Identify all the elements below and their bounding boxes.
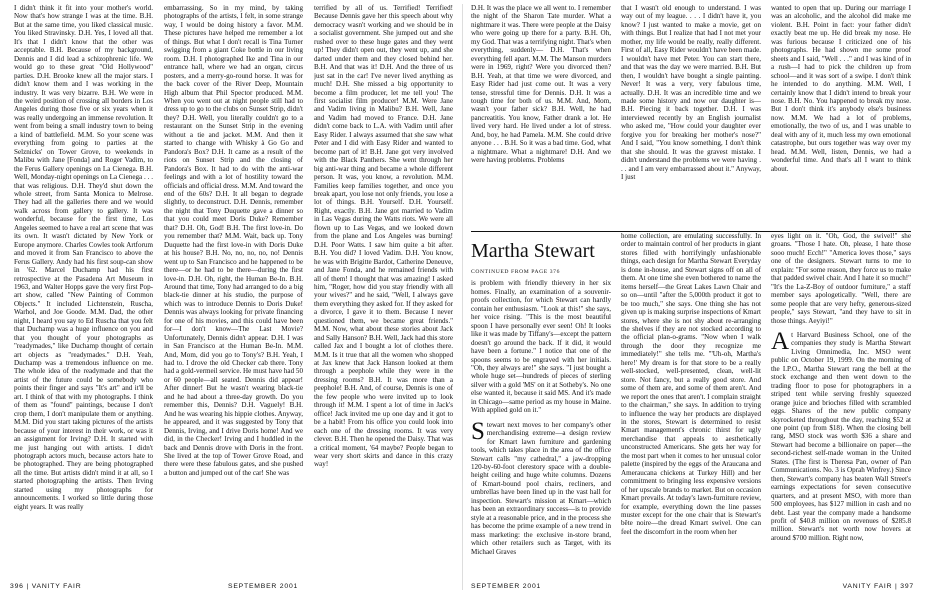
article-text: tewart next moves to her company's other merchandising extreme—a design review for Kmart lawn furniture and gardening tools, which takes place in the area of the office Stewart calls "my cathedral," a jaw-dropping 120-by-60-foot clerestory space with a double-height ceiling and huge white columns. Dozens of Kmart-bound pool chairs, recliners, and umbrellas have been lined up in the vast hall for inspection. Stewart's mission at Kmart—which has been an extraordinary success—is to provide style at a reasonable price, and in the process she has become the prime example of a new trend in mass marketing: the exclusive in-store brand, which other retailers such as Target, with its Michael Graves: [471, 420, 611, 556]
interview-text: I didn't think it fit into your mother's world. Now that's how strange I was at the time. B.H. But at the same time, you liked classical music. You liked Stravinsky. D.H. Yes, I loved all that. It's that I didn't know that the other was acceptable. B.H. Because of my background, Dennis and I did lead a schizophrenic life. We would go to these great "Old Hollywood" parties. D.H. Brooke knew all the major stars. I didn't know them and I was working in the industry. It was very bizarre. B.H. We were in the weird position of crossing all borders in Los Angeles during those five or six years when it was really undergoing an immense revolution. It went from being a small industry town to being a kind of battlefield. M.M. So your scene was everything from going to parties at the Selznicks' on Tower Grove, to weekends in Malibu with Jane [Fonda] and Roger Vadim, to the Ferus Gallery openings on La Cienega. B.H. Well, Monday-night openings on La Cienega . . . that was religious. D.H. They'd shut down the whole street, from Santa Monica to Melrose. They had all the galleries there and we would walk across from gallery to gallery. It was wonderful, because for the first time, Los Angeles seemed to have a real art scene that was its own. It wasn't dictated by New York or Europe anymore. Charles Cowles took Artforum and moved it from San Francisco to above the Ferus Gallery. Andy had his first soup-can show in '62. Marcel Duchamp had his first retrospective at the Pasadena Art Museum in 1963, and Walter Hopps gave the very first Pop-art show, called "New Painting of Common Objects." It included Lichtenstein, Ruscha, Warhol, and Joe Goode. M.M. Dad, the other night, I heard you say to Ed Ruscha that you felt that Duchamp was a huge influence on you and that you thought of your photographs as "readymades," like Duchamp thought of certain art objects as "readymades." D.H. Yeah, Duchamp was a tremendous influence on me. The whole idea of the readymade and that the artist of the future could be somebody who points their finger and says "It's art" and it'll be art. I think of that with my photographs. I think of them as "found" paintings, because I don't crop them, I don't manipulate them or anything. M.M. Did you start taking pictures of the artists because of your interest in their work, or was it an assignment for Irving? D.H. It started with me just hanging out with artists. I didn't photograph actors much, because actors hate to be photographed. They are being photographed all the time. But artists didn't mind it at all, so I started photographing the artists. Then Irving started using my photographs for announcements. I worked so little during those eight years. It was really: [14, 4, 153, 511]
interview-text: that I wasn't old enough to understand. I was way out of my league. . . . I didn't have it, you know? I just wanted to make a movie, get on with things. But I realize that had I not met your mother, my life would be really, really different. First of all, Easy Rider wouldn't have been made. I wouldn't have met Peter. You can start there, and that was the day we were married. B.H. But then, I wouldn't have bought a single painting. Never! It was a very, very fabulous time, actually. D.H. It was an incredible time and we made some history and now our daughter is— B.H. Piecing it back together. D.H. I was interviewed recently by an English journalist who asked me, "How could your daughter ever forgive you for breaking her mother's nose?" And I said, "You know something, I don't think that she should. It was the gravest mistake. I didn't understand the problems we were having . . . and I am very embarrassed about it." Anyway, I just: [621, 4, 761, 182]
interview-column-3: [314, 4, 453, 578]
article-headline: Martha Stewart: [471, 240, 595, 262]
folio-date-left: SEPTEMBER 2001: [228, 583, 299, 590]
article-text: is problem with friendly thievery in her six homes. Finally, an examination of a souvenir-proofs collection, for which Stewart can hardly contain her enthusiasm. "Look at this!" she says, her voice rising. "This is the most beautiful spoon I have personally ever seen! Oh! It looks like it was made by Tiffany's—except the pattern doesn't go around the back. If it did, it would have been a fortune." I notice that one of the spoons seems to be engraved with her initials. "Oh, they always are!" she says. "I just bought a whole huge set—hundreds of pieces of sterling silver with a gold 'MS' on it at Sotheby's. No one else wanted it, because it said MS. And it's made in Chicago—same period as my house in Maine. With applied gold on it.": [471, 279, 611, 415]
interview-cont-column-1: [471, 4, 611, 228]
folio-left: 396 | VANITY FAIR: [10, 583, 82, 590]
interview-text: wanted to open that up. During our marriage I was an alcoholic, and the alcohol did make me violent. B.H. Point in fact: your father didn't exactly beat me up. He did break my nose. He was furious because I criticized one of his photographs. He had shown me some proof sheets and I said, "Well . . ." and I was kind of in a rush—I had to pick the children up from school—and it was sort of a swipe. I don't think he intended to do anything. M.M. Well, I certainly know that I didn't intend to break your nose. B.H. No. You happened to break my nose. But I don't think it's anybody else's business now. M.M. We had a lot of problems, emotionally, the two of us, and I was unable to deal with any of it, much less my own emotional catastrophe, but ours together was way over my head. M.M. Well, listen, Dennis, we had a wonderful time. And that's all I want to think about.: [771, 4, 911, 173]
folio-right: VANITY FAIR | 397: [842, 583, 914, 590]
interview-text: terrified by all of us. Terrified! Terrified! Because Dennis gave her this speech about why democracy wasn't working and we should be in a socialist government. She jumped out and she rushed over to these huge gates and they went up! They didn't open out, they went up, and she darted under them and they closed behind her. B.H. And that was it! D.H. And the three of us just sat in the car! I've never lived anything as much! D.H. She missed a big opportunity to become a film producer, let me tell you! The first socialist film producer! M.M. Were Jane and Vadim living in Malibu? B.H. Well, Jane and Vadim had moved to France. D.H. Jane didn't come back to L.A. with Vadim until after Easy Rider. I always assumed that she saw what Peter and I did with Easy Rider and wanted to become part of it! B.H. Jane got very involved with the Black Panthers. She went through her big anti-war thing and became a whole different person. It was, you know, a revolution. M.M. Families keep families together, and once you break apart, you lose not only friends, you lose a lot of things. B.H. Yourself. D.H. Yourself. Right, exactly. B.H. Jane got married to Vadim in Las Vegas during the Watts riots. We were all flown up to Las Vegas, and we looked down from the plane and Los Angeles was burning! D.H. Poor Watts. I saw him quite a bit after. B.H. You did? I loved Vadim. D.H. You know, he was with Brigitte Bardot, Catherine Deneuve, and Jane Fonda, and he remained friends with all of them! I thought that was amazing! I asked him, "Roger, how did you stay friendly with all your wives?" and he said, "Well, I always gave them everything they asked for. If they asked for a divorce, I gave it to them. Because I never questioned them, we became great friends." M.M. Now, what about these stories about Jack and Sally Hanson? B.H. Well, Jack had this store called Jax and I bought a lot of clothes there. M.M. Is it true that all the women who shopped at Jax knew that Jack Hanson looked at them through a peephole while they were in the dressing rooms? B.H. It was more than a peephole! B.H. And, of course, Dennis is one of the few people who were invited up to look through it! M.M. I spent a lot of time in Jack's office! Jack invited me up one day and it got to be a habit! From his office you could look into each one of the dressing rooms. It was very clever. B.H. Then he opened the Daisy. That was a critical moment, '64 maybe? People began to wear very short skirts and dance in this crazy way!: [314, 4, 453, 469]
drop-cap: S: [471, 417, 485, 445]
interview-cont-column-3: [771, 4, 911, 228]
magazine-name: VANITY FAIR: [842, 583, 893, 590]
interview-column-1: [14, 4, 153, 578]
article-text: t Harvard Business School, one of the companies they study is Martha Stewart Living Omnimedia, Inc. MSO went public on October 19, 1999. On the morning of the I.P.O., Martha Stewart rang the bell at the stock exchange and then went down to the trading floor to pose for photographers in a striped tent while serving freshly squeezed orange juice and brioches filled with scrambled eggs. Shares of the new public company skyrocketed throughout the day, reaching $52 at one point (up from $18). When the closing bell rang, MSO stock was worth $36 a share and Stewart had become a billionaire on paper—the second-richest self-made woman in the United States. (The first is Theresa Pan, owner of Pan Communications. No. 3 is Oprah Winfrey.) Since then, Stewart's company has beaten Wall Street's earnings expectations for seven consecutive quarters, and at present MSO, with more than 500 employees, has $127 million in cash and no debt. Last year the company made a handsome profit of $40.8 million on revenues of $285.8 million. Stewart's net worth now hovers at around $700 million. Right now,: [771, 330, 911, 542]
magazine-name: VANITY FAIR: [31, 583, 82, 590]
interview-column-2: [164, 4, 303, 578]
article-column-1: [471, 268, 611, 574]
interview-text: D.H. It was the place we all went to. I remember the night of the Sharon Tate murder. What a nightmare it was. There were people at the Daisy who were going up there for a party. B.H. Oh, my God. That was a terrifying night. That's when everything, suddenly— D.H. That's when everything fell apart. M.M. The Manson murders were in 1969, right? Were you divorced then? B.H. Yeah, at that time we were divorced, and Easy Rider had just come out. It was a very tense, stressful time for Dennis. D.H. It was a tough time for both of us. M.M. And, Mom, wasn't your father sick? B.H. Well, he had pancreatitis. You know, Father drank a lot. He lived very hard. He lived under a lot of stress. And, boy, he had Pamela. M.M. She could drive anyone . . . B.H. So it was a bad time. God, what a nightmare. What a nightmare! D.H. And we were having problems. Problems: [471, 4, 611, 165]
right-page: [463, 0, 926, 600]
article-text: eyes light on it. "Oh, God, the swivel!" she groans. "Those I hate. Oh, please, I hate those sooo much! Ecch!" "America loves those," says one of the designers. Stewart turns to me to explain: "For some reason, they force us to make that padded swivel chair. And I hate it so much!" "It's the La-Z-Boy of outdoor furniture," a staff member says apologetically. "Well, there are some people that are very hefty, generous-sized people," says Stewart, "and they have to sit in those things. Aeyiyi!": [771, 232, 911, 325]
interview-text: embarrassing. So in my mind, by taking photographs of the artists, I felt, in some strange way, I would be doing history a favor. M.M. These pictures have helped me remember a lot of things. But what I don't recall is Tina Turner swigging from a giant Coke bottle in our living room. D.H. I photographed Ike and Tina in our entrance hall, where we had an organ, circus posters, and a merry-go-round horse. It was for the back cover of the River Deep, Mountain High album that Phil Spector produced. M.M. When you went out at night people still had to dress up to go to the clubs on Sunset Strip, didn't they? D.H. Well, you literally couldn't go to a restaurant on the Sunset Strip in the evening without a tie and jacket. M.M. And then it started to change with Whisky à Go Go and Pandora's Box? D.H. It came as a result of the riots on Sunset Strip and the closing of Pandora's Box. It had to do with the anti-war feelings and with a lot of hostility toward the officials and official dress. M.M. And toward the end of the 60s? D.H. It all began to degrade slightly, to deconstruct. D.H. Dennis, remember the night that Tony Duquette gave a dinner so that you could meet Doris Duke? Remember that? D.H. Oh, God! B.H. The first love-in. Do you remember that? M.M. Wait, back up. Tony Duquette had the first love-in with Doris Duke at his house? B.H. No, no, no, no, no! Dennis went up to San Francisco and he happened to be there—or he had to be there—during the first love-in. D.H. Oh, right, the Human Be-In. B.H. Around that time, Tony had arranged to do a big black-tie dinner at his studio, the purpose of which was to introduce Dennis to Doris Duke! Dennis was always looking for private financing for one of his movies, and this could have been for—I don't know—The Last Movie? Unfortunately, Dennis didn't appear. D.H. I was in San Francisco at the Human Be-In. M.M. And, Mom, did you go to Tony's? B.H. Yeah, I had to. I drove the old Checker cab there. Tony had a gold-vermeil service. He must have had 50 or 60 people—all seated. Dennis did appear! After dinner! But he wasn't wearing black-tie and he had about a three-day growth. Do you remember this, Dennis? D.H. Vaguely! B.H. And he was wearing his hippie clothes. Anyway, he appeared, and it was suggested by Tony that Dennis, Irving, and I drive Doris home! And we did, in the Checker! Irving and I huddled in the back and Dennis drove with Doris in the front. She lived at the top of Tower Grove Road, and there were these fabulous gates, and she pushed a button and jumped out of the car! She was: [164, 4, 303, 477]
drop-cap: A: [771, 327, 790, 355]
interview-cont-column-2: [621, 4, 761, 228]
page-number: 397: [900, 583, 914, 590]
page-number: 396: [10, 583, 24, 590]
continued-note: CONTINUED FROM PAGE 376: [471, 269, 560, 275]
article-column-2: [621, 232, 761, 574]
article-column-3: [771, 232, 911, 574]
folio-date-right: SEPTEMBER 2001: [471, 583, 542, 590]
article-text: home collection, are emulating successfully. In order to maintain control of her products in giant stores filled with horrifyingly unfashionable things, each design for Martha Stewart Everyday is done in-house, and Stewart signs off on all of them. At one time she even bothered to name the items herself—the Great Lakes Lawn Chair and so on—until "after the 5,000th product it got to be too much," she says. One thing she has not given up is making surprise inspections of Kmart stores, where she is not shy about re-arranging the shelves if they are not stocked according to the official plan-o-grams. "Now when I walk through the door they recognize me immediately!" she tells me. "'Uh-oh, Martha's here!' My dream is for that store to be a really well-stocked, well-presented, clean, well-lit store. Not fancy, but a really good store. And some of them are, and some of them aren't. And we report the ones that aren't. I complain straight to the chairman," she says. In addition to trying to influence the way her products are displayed in the stores, Stewart is determined to resist Kmart management's chronic thirst for ugly merchandise that appeals to aesthetically unconstructed Americans. She gets her way for the most part when it comes to her unusual color palette (inspired by the eggs of the Araucana and Ameraucana chickens at Turkey Hill) and her commitment to bringing less expensive versions of her upscale brands to market. But on occasion Kmart prevails. At today's lawn-furniture review, for example, everything down the line passes muster except for the one chair that is Stewart's bête noire—the dread Kmart swivel. One can feel the discomfort in the room when her: [621, 232, 761, 536]
